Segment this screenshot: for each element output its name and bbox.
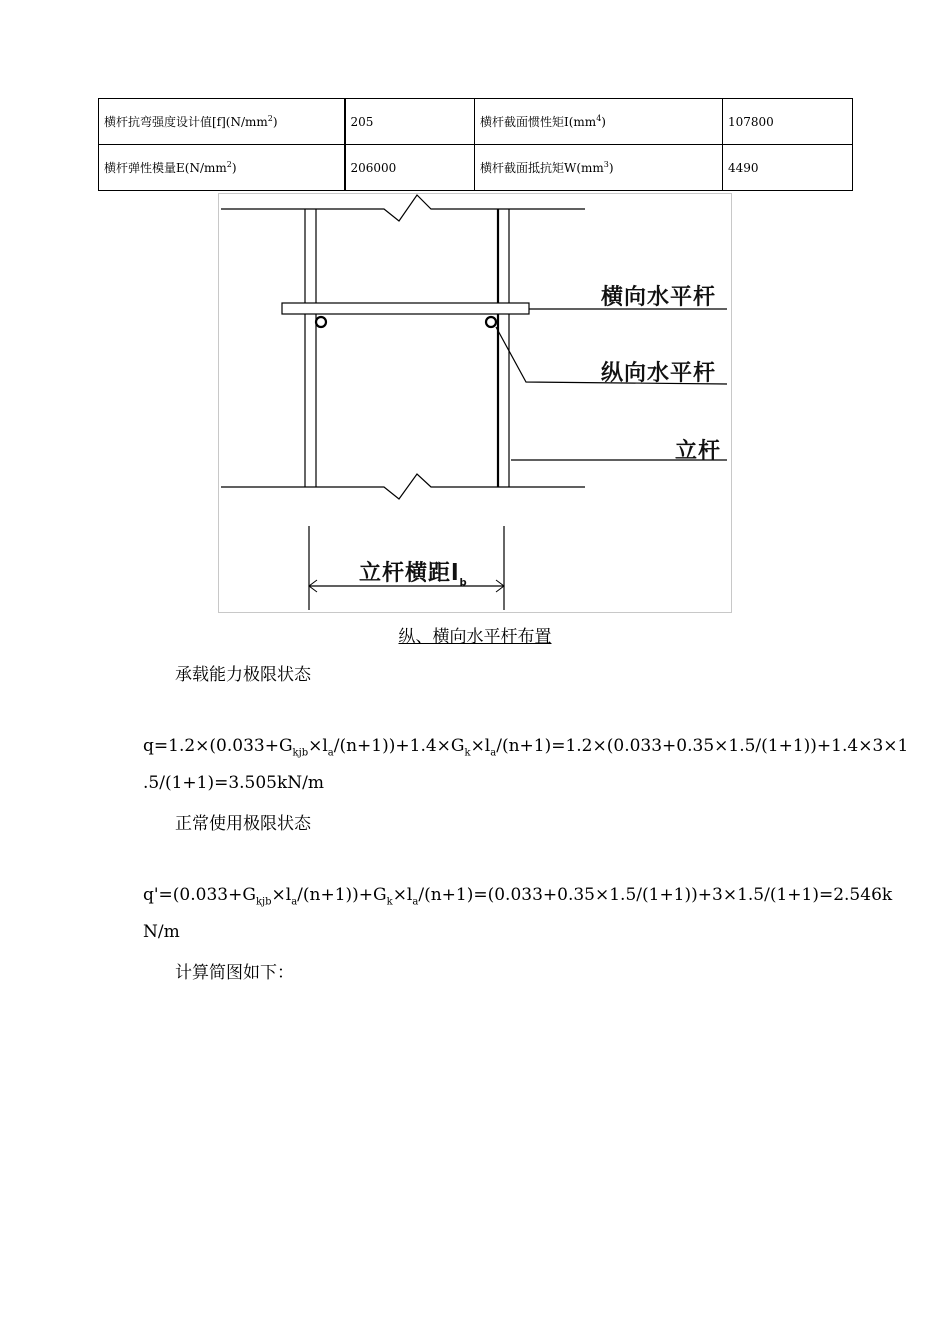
top-break-line: [221, 195, 585, 221]
longitudinal-bar-right: [486, 317, 496, 327]
scaffold-layout-figure: [218, 193, 732, 613]
scaffold-drawing: [219, 194, 733, 614]
transverse-bar: [282, 303, 529, 314]
table-cell-label: 横杆抗弯强度设计值$[f](N/mm^2)$: [99, 99, 345, 145]
table-cell-label: 横杆弹性模量$E(N/mm^2)$: [99, 145, 345, 191]
formula-q-line2: .5/(1+1)=3.505kN/m: [143, 773, 325, 793]
table-cell-value: 4490: [723, 145, 853, 191]
label-longitudinal-bar: 纵向水平杆: [601, 361, 717, 386]
table-cell-value: 107800: [723, 99, 853, 145]
heading-calculation-diagram: 计算简图如下：: [175, 963, 294, 983]
table-row: [99, 99, 853, 145]
formula-q-prime-line2: N/m: [143, 922, 180, 942]
heading-serviceability-limit-state: 正常使用极限状态: [175, 814, 311, 834]
properties-table: [98, 98, 853, 191]
bottom-break-line: [221, 474, 585, 499]
figure-caption: 纵、横向水平杆布置: [398, 627, 552, 647]
heading-ultimate-limit-state: 承载能力极限状态: [175, 665, 311, 685]
table-cell-value: 205: [345, 99, 475, 145]
formula-q-line1: $q=1.2\times(0.033+G_{kjb}\times l_a/(n+1))+1.4\times G_k\times l_a/(n+1)=1.2\times(0.033+0.35\times 1.5/(1+1))+1.4\times 3\times 1$: [143, 736, 909, 759]
label-pole: 立杆: [675, 439, 722, 464]
table-row: [99, 145, 853, 191]
longitudinal-bar-left: [316, 317, 326, 327]
table-cell-label: 横杆截面抵抗矩$W(mm^3)$: [475, 145, 723, 191]
formula-q-prime-line1: $q'=(0.033+G_{kjb}\times l_a/(n+1))+G_k\times l_a/(n+1)=(0.033+0.35\times 1.5/(1+1))+3\times 1.5/(1+1)=2.546k$: [143, 885, 893, 908]
table-cell-label: 横杆截面惯性矩$I(mm^4)$: [475, 99, 723, 145]
label-pole-spacing: 立杆横距$l_b$: [359, 561, 468, 589]
table-cell-value: 206000: [345, 145, 475, 191]
label-transverse-bar: 横向水平杆: [601, 285, 717, 310]
